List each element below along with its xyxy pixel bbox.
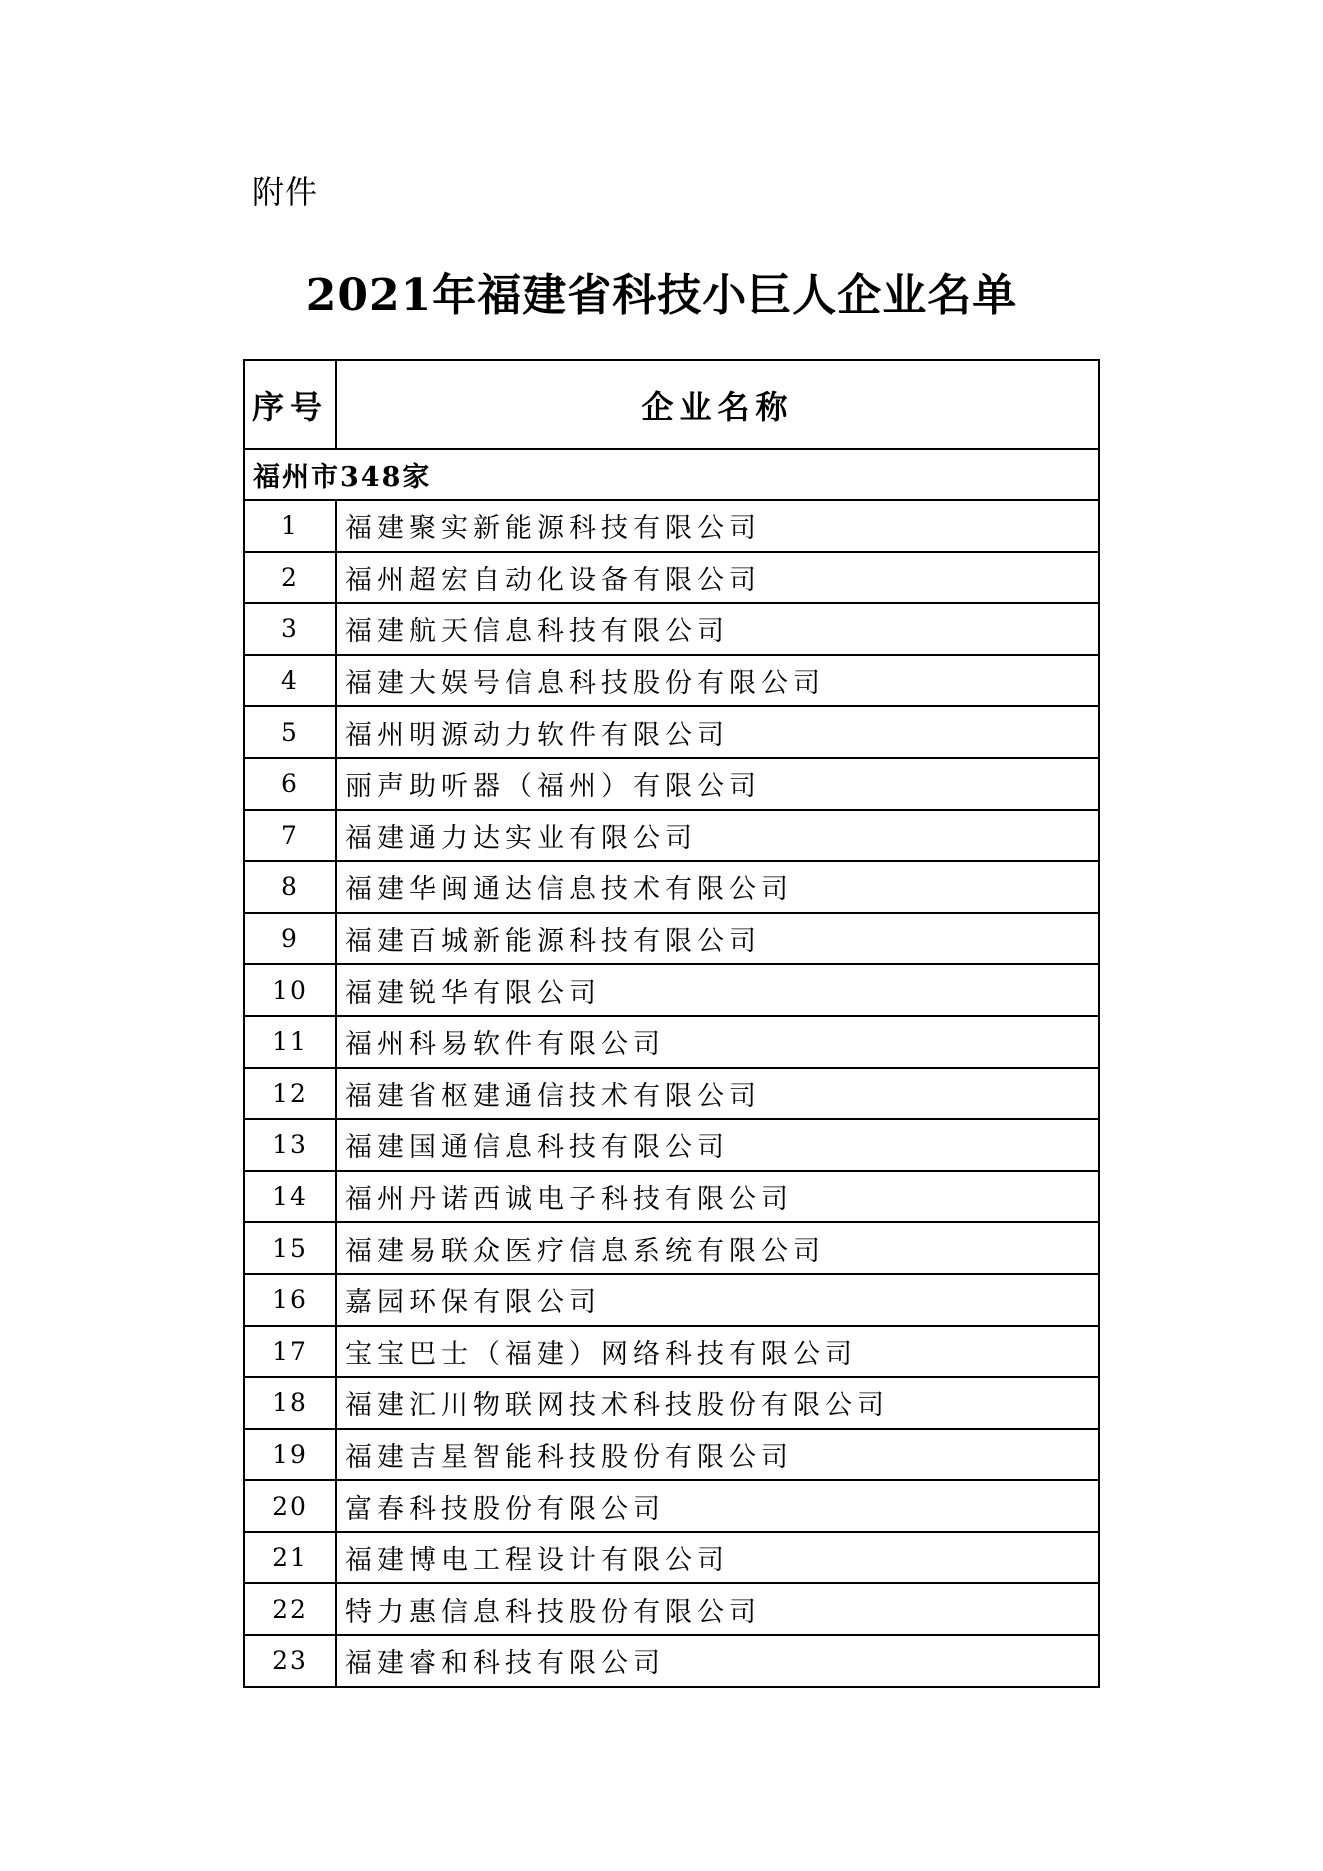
row-enterprise-name: 福州科易软件有限公司	[336, 1016, 1099, 1068]
row-enterprise-name: 丽声助听器（福州）有限公司	[336, 758, 1099, 810]
enterprise-table	[243, 359, 1100, 1688]
row-enterprise-name: 福建百城新能源科技有限公司	[336, 913, 1099, 965]
row-serial-number: 7	[244, 810, 336, 862]
table-row	[244, 1377, 1099, 1429]
row-enterprise-name: 福建聚实新能源科技有限公司	[336, 500, 1099, 552]
table-row	[244, 1532, 1099, 1584]
table-row	[244, 861, 1099, 913]
row-serial-number: 1	[244, 500, 336, 552]
row-serial-number: 21	[244, 1532, 336, 1584]
table-row	[244, 603, 1099, 655]
row-serial-number: 19	[244, 1429, 336, 1481]
row-serial-number: 17	[244, 1326, 336, 1378]
row-serial-number: 23	[244, 1635, 336, 1687]
table-row	[244, 964, 1099, 1016]
header-enterprise-name: 企业名称	[336, 360, 1099, 449]
table-row	[244, 1326, 1099, 1378]
table-row	[244, 1171, 1099, 1223]
row-enterprise-name: 福建吉星智能科技股份有限公司	[336, 1429, 1099, 1481]
table-row	[244, 1480, 1099, 1532]
row-serial-number: 10	[244, 964, 336, 1016]
row-enterprise-name: 福建大娱号信息科技股份有限公司	[336, 655, 1099, 707]
row-serial-number: 15	[244, 1222, 336, 1274]
table-header-row	[244, 360, 1099, 449]
table-row	[244, 1016, 1099, 1068]
row-enterprise-name: 特力惠信息科技股份有限公司	[336, 1583, 1099, 1635]
row-serial-number: 2	[244, 552, 336, 604]
row-serial-number: 11	[244, 1016, 336, 1068]
row-enterprise-name: 福建国通信息科技有限公司	[336, 1119, 1099, 1171]
attachment-label: 附件	[252, 173, 319, 211]
row-serial-number: 22	[244, 1583, 336, 1635]
row-enterprise-name: 福州丹诺西诚电子科技有限公司	[336, 1171, 1099, 1223]
table-row	[244, 1068, 1099, 1120]
row-enterprise-name: 福建博电工程设计有限公司	[336, 1532, 1099, 1584]
table-row	[244, 706, 1099, 758]
document-title: 2021年福建省科技小巨人企业名单	[305, 270, 1018, 321]
row-serial-number: 6	[244, 758, 336, 810]
table-row	[244, 500, 1099, 552]
row-enterprise-name: 福州超宏自动化设备有限公司	[336, 552, 1099, 604]
row-enterprise-name: 福建锐华有限公司	[336, 964, 1099, 1016]
table-body	[244, 449, 1099, 1687]
row-enterprise-name: 福建睿和科技有限公司	[336, 1635, 1099, 1687]
row-enterprise-name: 福建华闽通达信息技术有限公司	[336, 861, 1099, 913]
row-serial-number: 12	[244, 1068, 336, 1120]
row-enterprise-name: 福建易联众医疗信息系统有限公司	[336, 1222, 1099, 1274]
row-enterprise-name: 福州明源动力软件有限公司	[336, 706, 1099, 758]
table-row	[244, 1222, 1099, 1274]
row-enterprise-name: 富春科技股份有限公司	[336, 1480, 1099, 1532]
table-row	[244, 1429, 1099, 1481]
table-row	[244, 552, 1099, 604]
table-row	[244, 1583, 1099, 1635]
table-row	[244, 1119, 1099, 1171]
row-serial-number: 20	[244, 1480, 336, 1532]
row-serial-number: 18	[244, 1377, 336, 1429]
row-enterprise-name: 福建省枢建通信技术有限公司	[336, 1068, 1099, 1120]
table-row	[244, 1274, 1099, 1326]
region-row	[244, 449, 1099, 500]
table-row	[244, 1635, 1099, 1687]
row-serial-number: 4	[244, 655, 336, 707]
row-enterprise-name: 福建通力达实业有限公司	[336, 810, 1099, 862]
table-row	[244, 758, 1099, 810]
table-row	[244, 913, 1099, 965]
row-enterprise-name: 福建汇川物联网技术科技股份有限公司	[336, 1377, 1099, 1429]
region-label: 福州市348家	[244, 449, 1099, 500]
row-enterprise-name: 嘉园环保有限公司	[336, 1274, 1099, 1326]
row-serial-number: 9	[244, 913, 336, 965]
header-serial-number: 序号	[244, 360, 336, 449]
table-row	[244, 810, 1099, 862]
row-serial-number: 14	[244, 1171, 336, 1223]
row-serial-number: 5	[244, 706, 336, 758]
row-serial-number: 13	[244, 1119, 336, 1171]
row-enterprise-name: 福建航天信息科技有限公司	[336, 603, 1099, 655]
row-serial-number: 3	[244, 603, 336, 655]
row-enterprise-name: 宝宝巴士（福建）网络科技有限公司	[336, 1326, 1099, 1378]
row-serial-number: 16	[244, 1274, 336, 1326]
row-serial-number: 8	[244, 861, 336, 913]
table-row	[244, 655, 1099, 707]
